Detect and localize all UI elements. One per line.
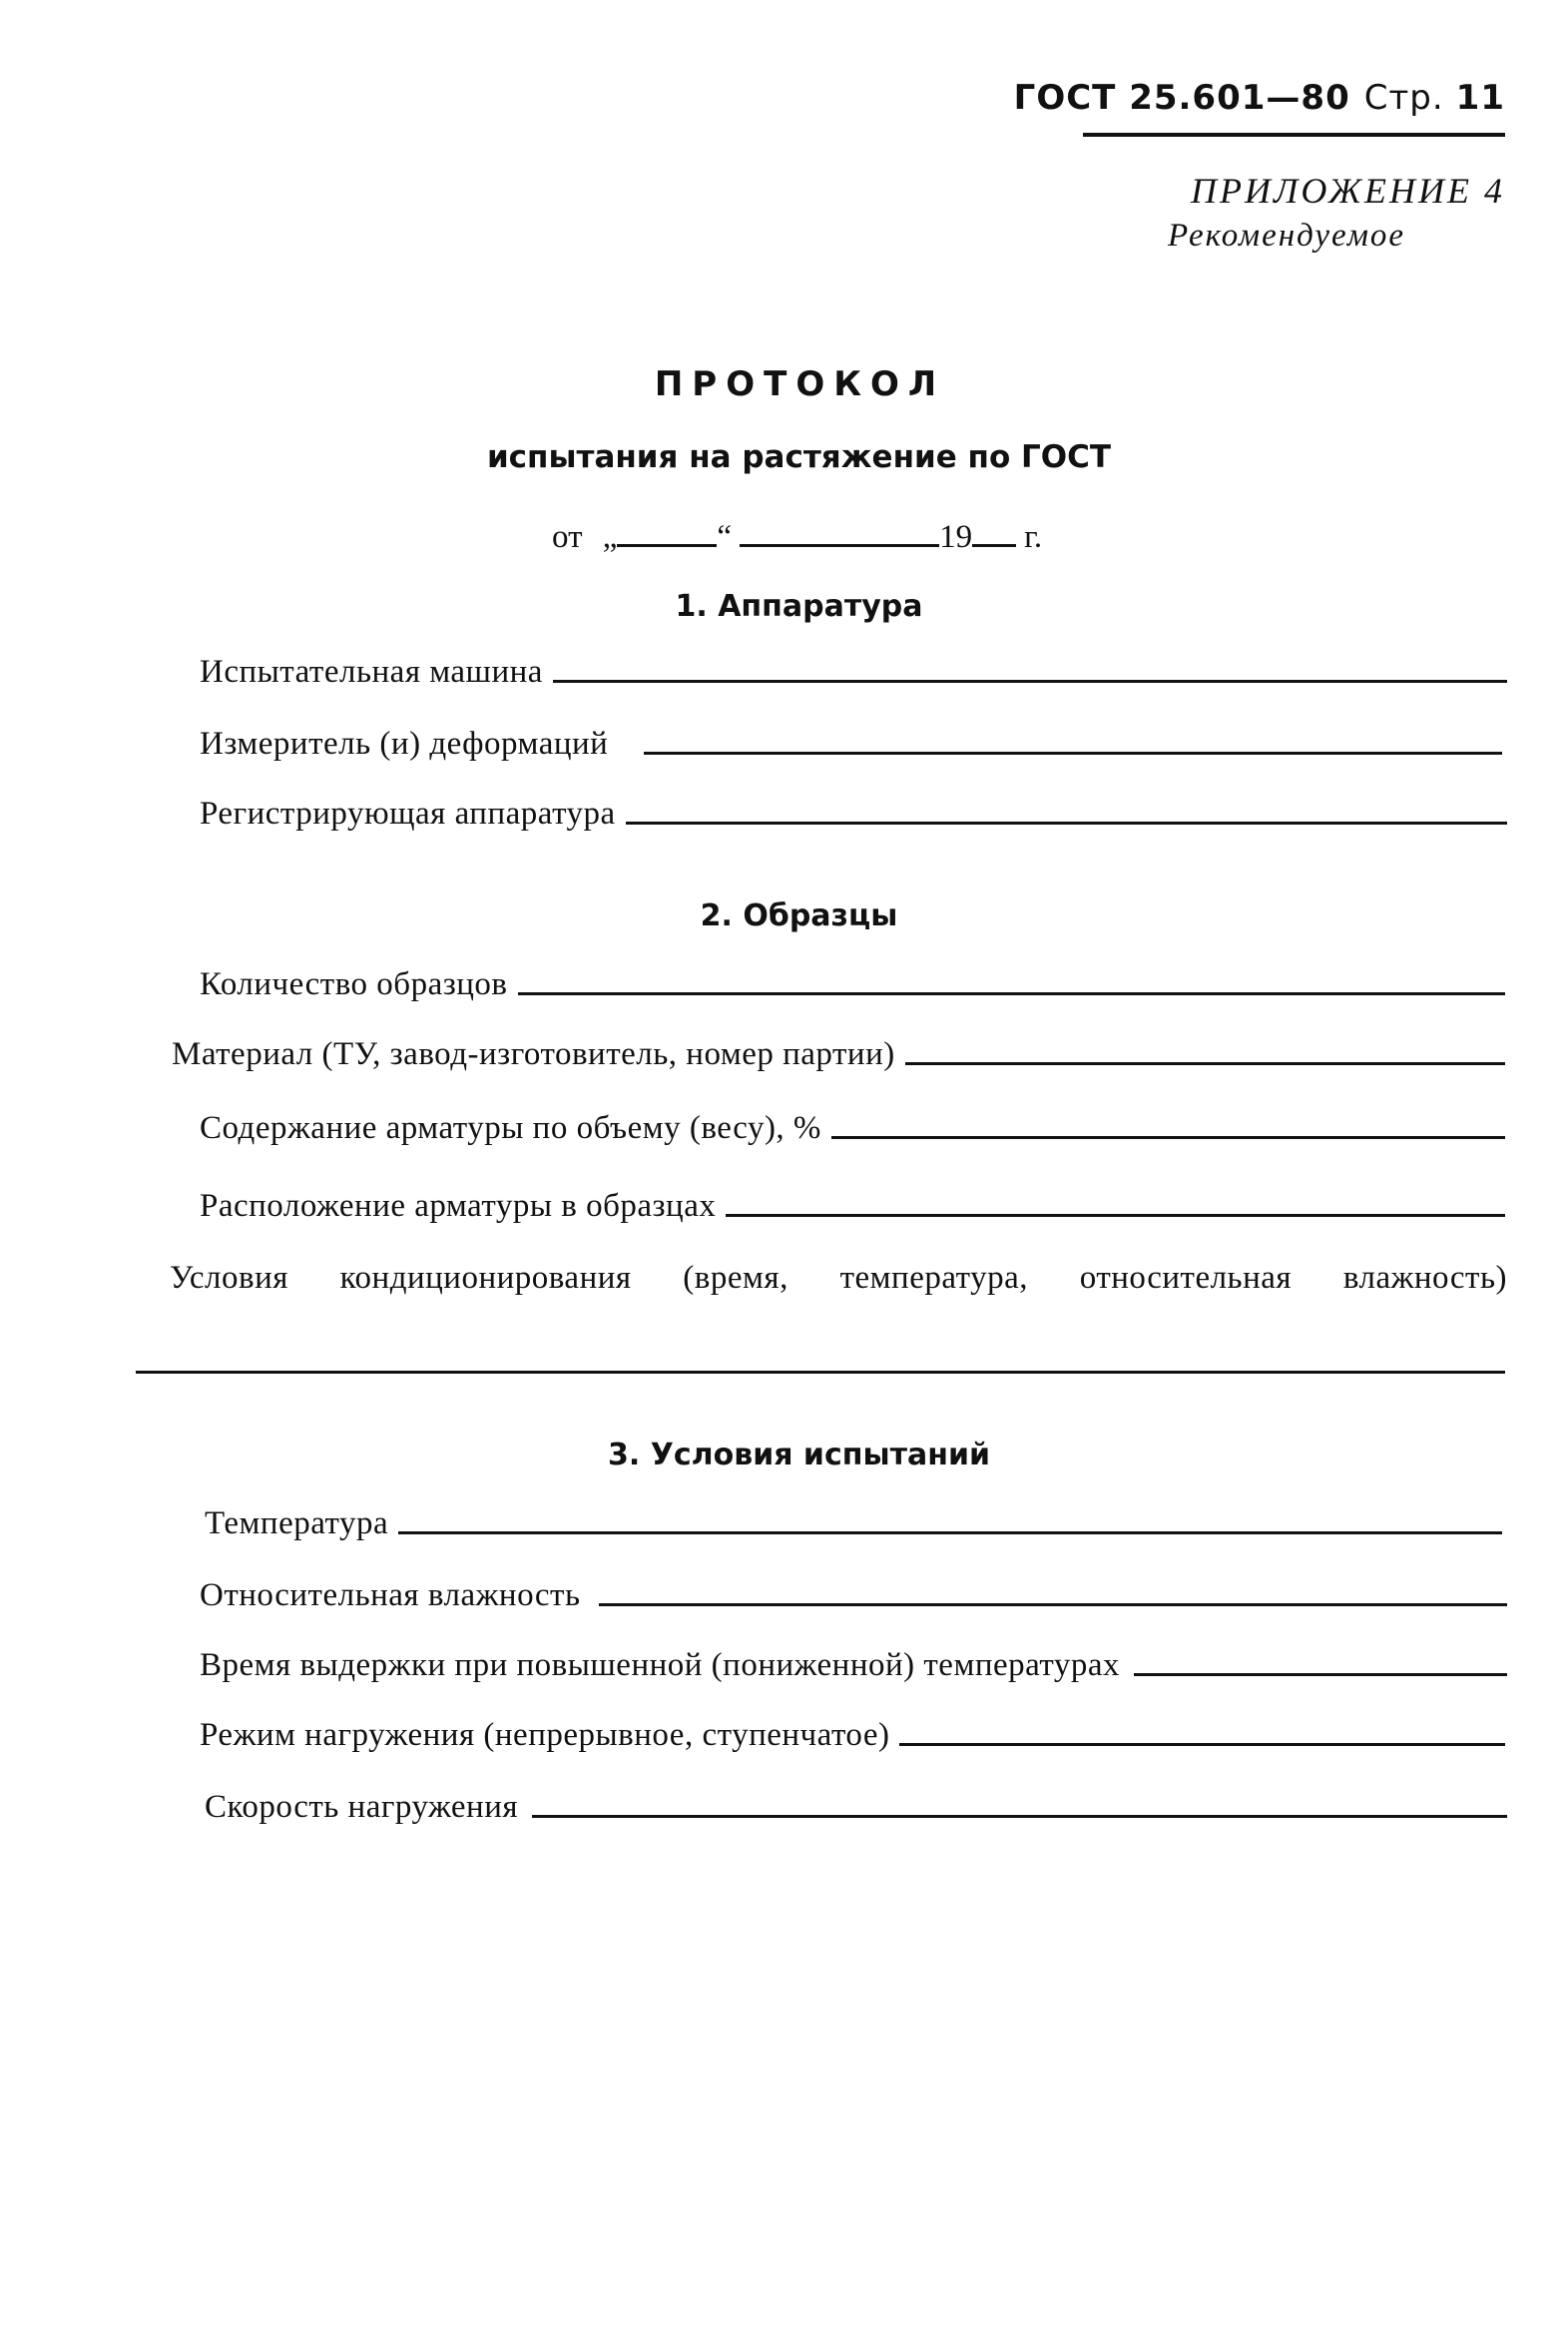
field-label: Расположение арматуры в образцах bbox=[200, 1188, 717, 1224]
field-label: Количество образцов bbox=[200, 966, 508, 1002]
field-recording-equipment[interactable] bbox=[200, 796, 1507, 833]
standard-number: ГОСТ 25.601—80 bbox=[1013, 78, 1350, 118]
field-specimen-count[interactable] bbox=[200, 966, 1505, 1003]
field-loading-mode[interactable] bbox=[200, 1717, 1505, 1754]
field-holding-time[interactable] bbox=[200, 1647, 1507, 1684]
fill-line[interactable] bbox=[899, 1743, 1505, 1746]
section-1-heading bbox=[0, 589, 1568, 624]
appendix-title: ПРИЛОЖЕНИЕ 4 bbox=[1191, 171, 1505, 211]
field-label: Содержание арматуры по объему (весу), % bbox=[200, 1110, 821, 1146]
fill-line[interactable] bbox=[1134, 1673, 1507, 1676]
date-close-quote: “ bbox=[717, 519, 733, 555]
header-rule bbox=[1083, 133, 1505, 137]
section-1-heading-text: 1. Аппаратура bbox=[675, 589, 923, 624]
protocol-subtitle-wrap bbox=[0, 439, 1568, 475]
fill-line[interactable] bbox=[518, 992, 1505, 995]
field-label: Скорость нагружения bbox=[205, 1789, 519, 1825]
page-label: Стр. bbox=[1363, 78, 1444, 118]
appendix-status: Рекомендуемое bbox=[1168, 218, 1406, 254]
field-material[interactable] bbox=[172, 1036, 1505, 1073]
section-2-heading-text: 2. Образцы bbox=[700, 898, 898, 933]
field-temperature[interactable] bbox=[205, 1505, 1502, 1542]
field-reinforcement-content[interactable] bbox=[200, 1110, 1505, 1147]
protocol-title-wrap bbox=[0, 364, 1568, 404]
fill-line[interactable] bbox=[553, 680, 1507, 683]
fill-line[interactable] bbox=[398, 1531, 1502, 1534]
field-label: Материал (ТУ, завод-изготовитель, номер партии) bbox=[172, 1036, 895, 1072]
section-3-heading bbox=[0, 1438, 1568, 1472]
field-label: Измеритель (и) деформаций bbox=[200, 726, 609, 762]
date-open-quote: „ bbox=[602, 519, 618, 555]
fill-line[interactable] bbox=[831, 1136, 1505, 1139]
field-label: Режим нагружения (непрерывное, ступенчатое) bbox=[200, 1717, 890, 1753]
fill-line[interactable] bbox=[626, 822, 1507, 825]
date-prefix: от bbox=[552, 519, 583, 555]
protocol-subtitle: испытания на растяжение по ГОСТ bbox=[486, 439, 1112, 475]
fill-line[interactable] bbox=[905, 1062, 1505, 1065]
section-2-heading bbox=[0, 898, 1568, 933]
field-label: Температура bbox=[205, 1505, 389, 1541]
date-line bbox=[552, 514, 1042, 556]
field-relative-humidity[interactable] bbox=[200, 1577, 1507, 1614]
date-day-blank[interactable] bbox=[617, 514, 717, 547]
date-year-blank[interactable] bbox=[972, 514, 1016, 547]
fill-line[interactable] bbox=[599, 1603, 1507, 1606]
page-header bbox=[1014, 78, 1505, 118]
field-strain-gauge[interactable] bbox=[200, 726, 1502, 763]
date-month-blank[interactable] bbox=[740, 514, 939, 547]
field-loading-rate[interactable] bbox=[205, 1789, 1507, 1826]
date-year-prefix: 19 bbox=[939, 519, 973, 555]
fill-line[interactable] bbox=[644, 752, 1502, 755]
date-suffix: г. bbox=[1024, 519, 1043, 555]
fill-line[interactable] bbox=[726, 1214, 1505, 1217]
protocol-title: ПРОТОКОЛ bbox=[654, 364, 946, 404]
field-conditioning-line[interactable] bbox=[136, 1371, 1505, 1374]
field-label: Испытательная машина bbox=[200, 654, 543, 690]
field-label: Регистрирующая аппаратура bbox=[200, 796, 616, 832]
field-label: Относительная влажность bbox=[200, 1577, 581, 1613]
section-3-heading-text: 3. Условия испытаний bbox=[608, 1438, 990, 1472]
field-reinforcement-layout[interactable] bbox=[200, 1188, 1505, 1225]
fill-line[interactable] bbox=[532, 1815, 1507, 1818]
field-label: Время выдержки при повышенной (пониженной) температурах bbox=[200, 1647, 1121, 1683]
field-conditioning-label: Условия кондиционирования (время, температура, относительная влажность) bbox=[170, 1260, 1507, 1296]
field-test-machine[interactable] bbox=[200, 654, 1507, 691]
page-number: 11 bbox=[1455, 78, 1505, 118]
